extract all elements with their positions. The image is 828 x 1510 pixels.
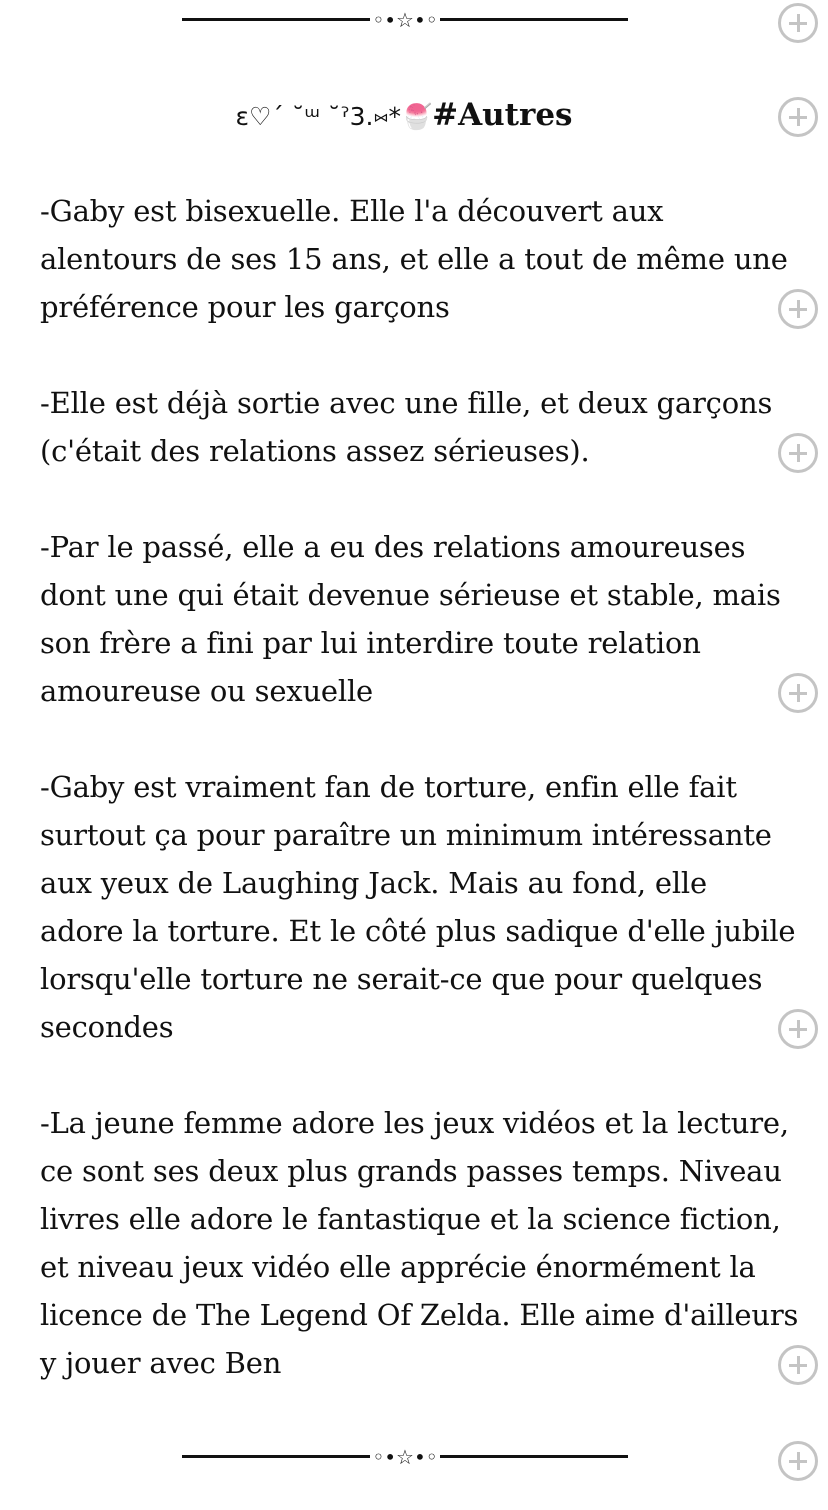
paragraph-3 [40,523,781,715]
divider-top [176,6,634,30]
divider-ornament: ◦•☆•◦ [372,7,438,32]
add-comment-button[interactable] [778,433,818,473]
section-heading [40,95,768,137]
paragraph-line: -Elle est déjà sortie avec une fille, et deux garçons [40,386,773,420]
heading-tag: #Autres [432,97,573,133]
paragraph-5 [40,1099,799,1387]
add-comment-button[interactable] [778,1345,818,1385]
paragraph-line: préférence pour les garçons [40,290,450,324]
paragraph-line: adore la torture. Et le côté plus sadique d'elle jubile [40,914,796,948]
paragraph-line: livres elle adore le fantastique et la science fiction, [40,1202,781,1236]
paragraph-line: -La jeune femme adore les jeux vidéos et la lecture, [40,1106,789,1140]
add-comment-button[interactable] [778,1009,818,1049]
add-comment-button[interactable] [778,289,818,329]
add-comment-button[interactable] [778,3,818,43]
paragraph-line: et niveau jeux vidéo elle apprécie énormément la [40,1250,756,1284]
paragraph-line: ce sont ses deux plus grands passes temps. Niveau [40,1154,782,1188]
divider-ornament: ◦•☆•◦ [372,1444,438,1469]
paragraph-line: licence de The Legend Of Zelda. Elle aime d'ailleurs [40,1298,799,1332]
paragraph-line: dont une qui était devenue sérieuse et stable, mais [40,578,781,612]
divider-line-right [440,1455,628,1458]
divider-line-right [440,18,628,21]
paragraph-line: -Gaby est bisexuelle. Elle l'a découvert aux [40,194,664,228]
add-comment-button[interactable] [778,97,818,137]
add-comment-button[interactable] [778,673,818,713]
paragraph-line: amoureuse ou sexuelle [40,674,373,708]
paragraph-line: aux yeux de Laughing Jack. Mais au fond, elle [40,866,707,900]
paragraph-line: -Gaby est vraiment fan de torture, enfin elle fait [40,770,737,804]
heading-decoration: ɛ♡ˊ ˘ᵚ ˘ˀ3.⑅*🍧 [235,102,433,131]
paragraph-line: lorsqu'elle torture ne serait-ce que pour quelques [40,962,763,996]
divider-line-left [182,18,370,21]
paragraph-line: y jouer avec Ben [40,1346,282,1380]
paragraph-line: surtout ça pour paraître un minimum intéressante [40,818,772,852]
paragraph-2 [40,379,773,475]
paragraph-line: secondes [40,1010,174,1044]
add-comment-button[interactable] [778,1441,818,1481]
paragraph-line: (c'était des relations assez sérieuses). [40,434,590,468]
divider-bottom [176,1443,634,1467]
paragraph-line: -Par le passé, elle a eu des relations amoureuses [40,530,746,564]
paragraph-line: alentours de ses 15 ans, et elle a tout de même une [40,242,788,276]
divider-line-left [182,1455,370,1458]
paragraph-4 [40,763,796,1051]
paragraph-line: son frère a fini par lui interdire toute relation [40,626,701,660]
paragraph-1 [40,187,788,331]
